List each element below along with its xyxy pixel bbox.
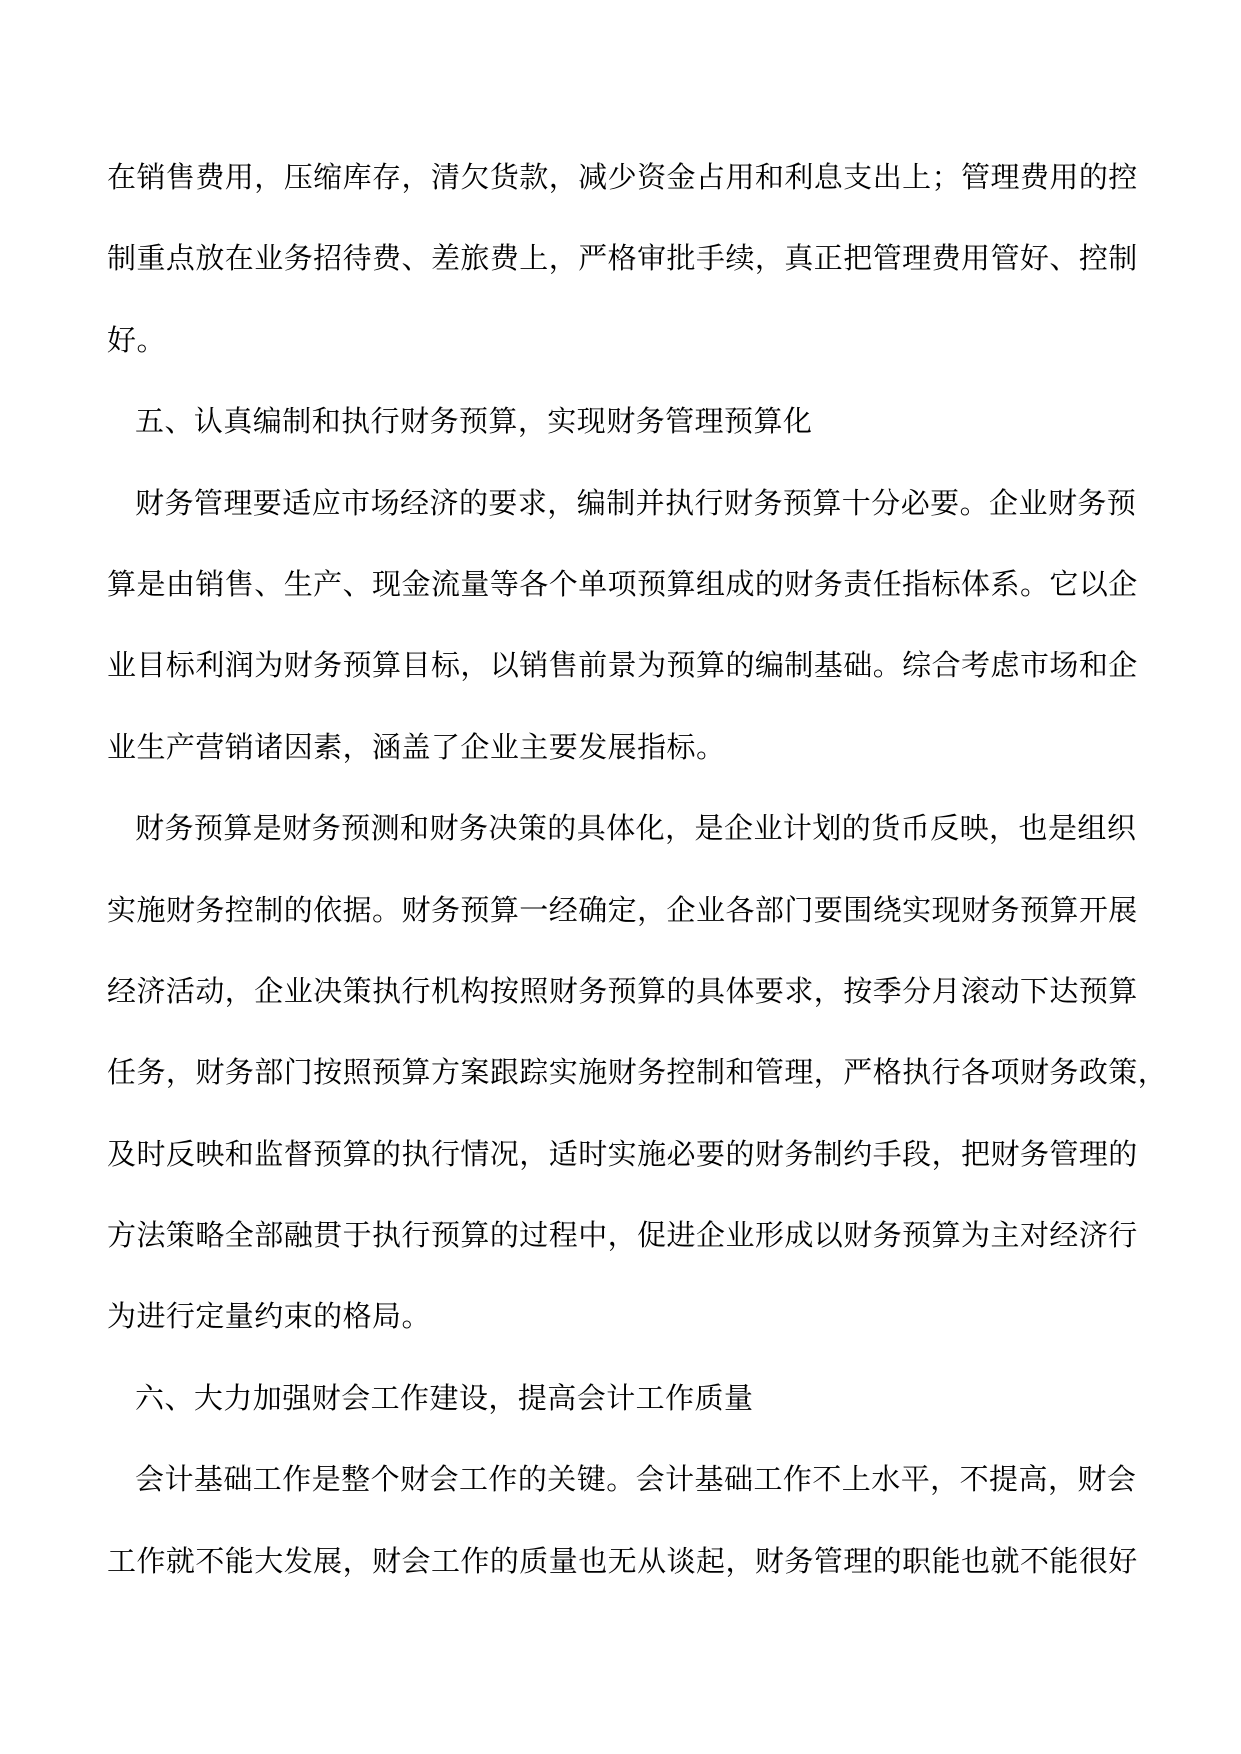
paragraph-first-line: 财务管理要适应市场经济的要求，编制并执行财务预算十分必要。企业财务预: [135, 485, 1137, 520]
body-text-line: 在销售费用，压缩库存，清欠货款，减少资金占用和利息支出上；管理费用的控: [107, 160, 1138, 194]
body-text-line: 经济活动，企业决策执行机构按照财务预算的具体要求，按季分月滚动下达预算: [107, 973, 1138, 1008]
section-heading-six: 六、大力加强财会工作建设，提高会计工作质量: [135, 1380, 754, 1415]
paragraph-first-line: 财务预算是财务预测和财务决策的具体化，是企业计划的货币反映，也是组织: [135, 811, 1137, 846]
body-text-line: 业生产营销诸因素，涵盖了企业主要发展指标。: [107, 729, 726, 764]
body-text-line: 及时反映和监督预算的执行情况，适时实施必要的财务制约手段，把财务管理的: [107, 1136, 1138, 1171]
body-text-line: 好。: [107, 322, 166, 357]
body-text-line: 为进行定量约束的格局。: [107, 1299, 431, 1334]
body-text-line: 业目标利润为财务预算目标，以销售前景为预算的编制基础。综合考虑市场和企: [107, 648, 1138, 683]
body-text-line: 实施财务控制的依据。财务预算一经确定，企业各部门要围绕实现财务预算开展: [107, 892, 1138, 927]
section-heading-five: 五、认真编制和执行财务预算，实现财务管理预算化: [135, 404, 813, 439]
body-text-line: 方法策略全部融贯于执行预算的过程中，促进企业形成以财务预算为主对经济行: [107, 1218, 1138, 1253]
body-text-line: 工作就不能大发展，财会工作的质量也无从谈起，财务管理的职能也就不能很好: [107, 1543, 1138, 1578]
paragraph-first-line: 会计基础工作是整个财会工作的关键。会计基础工作不上水平，不提高，财会: [135, 1462, 1137, 1497]
body-text-line: 算是由销售、生产、现金流量等各个单项预算组成的财务责任指标体系。它以企: [107, 566, 1138, 601]
body-text-line: 任务，财务部门按照预算方案跟踪实施财务控制和管理，严格执行各项财务政策，: [107, 1055, 1168, 1090]
body-text-line: 制重点放在业务招待费、差旅费上，严格审批手续，真正把管理费用管好、控制: [107, 241, 1138, 276]
document-body: [107, 160, 1168, 1627]
